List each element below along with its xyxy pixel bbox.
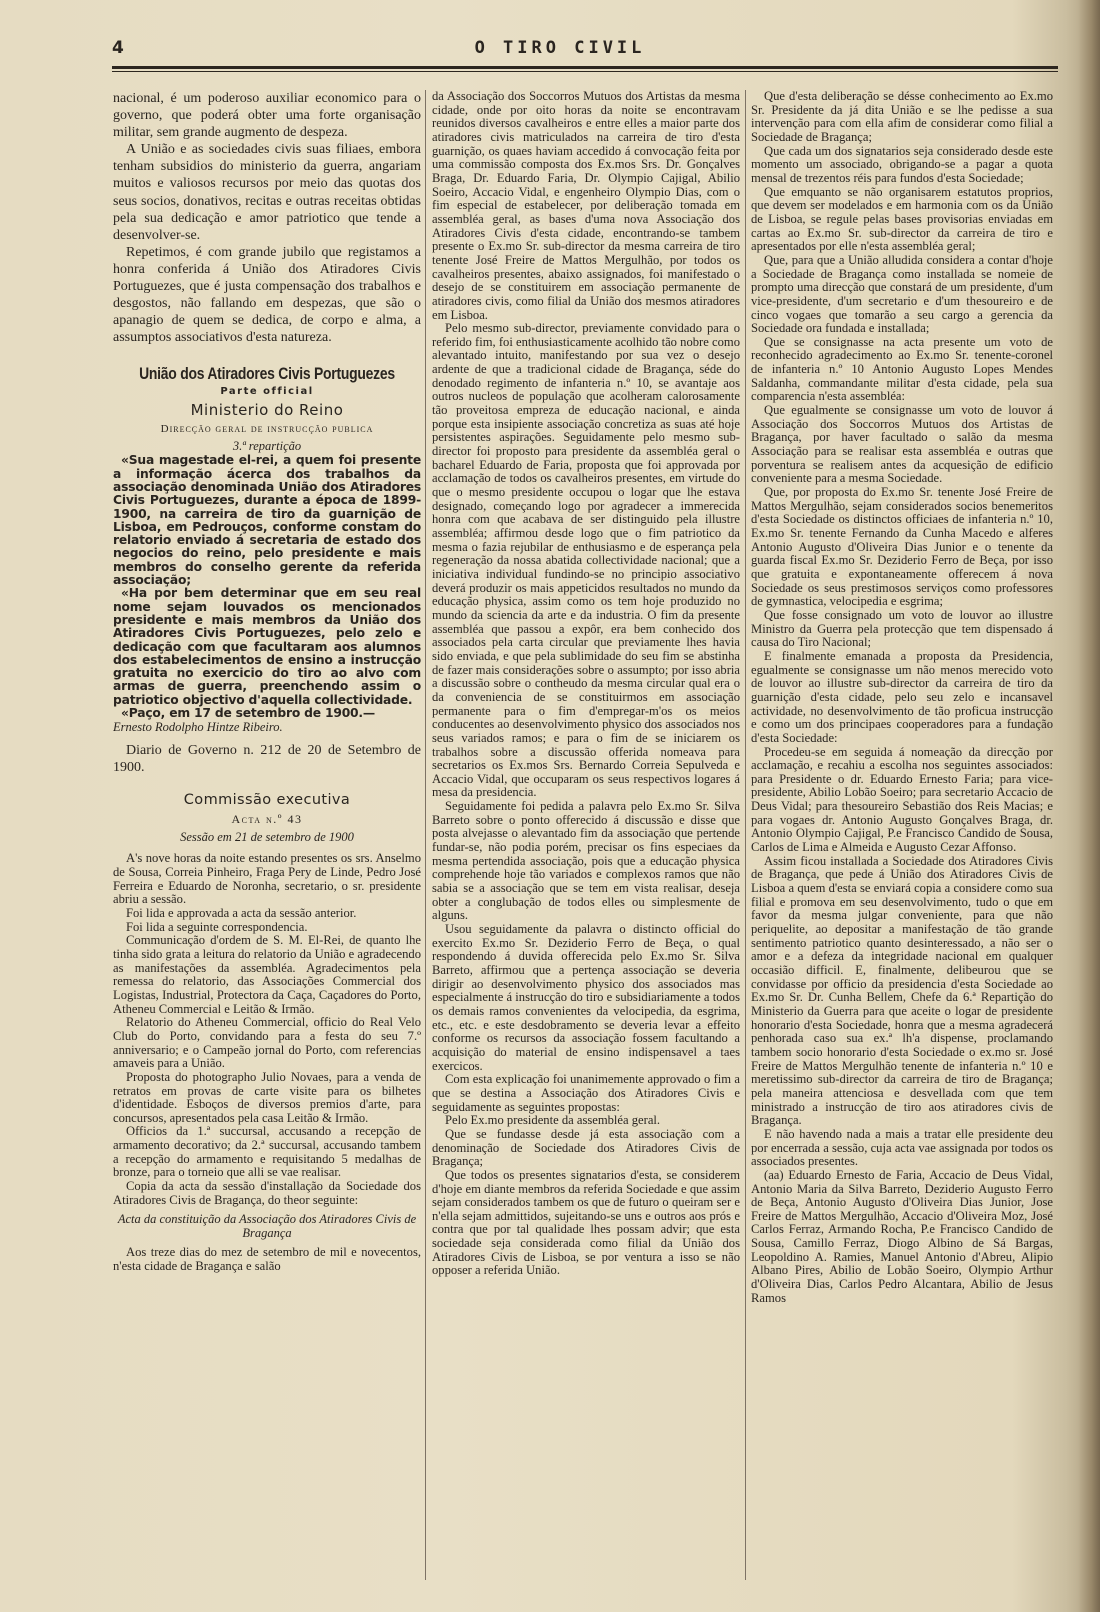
- paragraph: «Sua magestade el-rei, a quem foi presente a informação ácerca dos trabalhos da associação denominada União dos Atiradores Civis Portuguezes, durante a época de 1899-1900, na carreira de tiro da guarnição de Lisboa, em Pedrouços, conforme constam do relatorio enviado á secretaria de estado dos negocios do reino, pelo presidente e mais membros do conselho gerente da referida associação;: [113, 453, 421, 588]
- decree-text: [113, 454, 421, 720]
- signatures: (aa) Eduardo Ernesto de Faria, Accacio de Deus Vidal, Antonio Maria da Silva Barreto, Deziderio Augusto Ferro de Beça, Antonio Augusto d'Oliveira Dias Junior, Jose Freire de Mattos Mergulhão, Accacio d'Oliveira Moz, José Carlos Ferraz, Armando Rocha, P.e Francisco Candido de Sousa, Camillo Ferraz, Diogo Albino de Sá Bargas, Leopoldino A. Ramies, Manuel Antonio d'Abreu, Alipio Albano Pires, Abilio de Lobão Soeiro, Olympio Arthur d'Oliveira Dias, Carlos Pedro Alcantara, Abilio de Jesus Ramos: [751, 1167, 1053, 1305]
- paragraph: Que, para que a União alludida considera a contar d'hoje a Sociedade de Bragança como installada se nomeie de prompto uma direcção que constará de um presidente, d'um vice-presidente, d'um secretario e d'um thesoureiro e de cinco vogaes que tomarão a seu cargo a gerencia da Sociedade ora fundada e installada;: [751, 252, 1053, 336]
- paragraph: Officios da 1.ª succursal, accusando a recepção de armamento decorativo; da 2.ª succursal, accusando tambem a recepção do armamento e requisitando 5 medalhas de bronze, para o torneio que alli se vae realisar.: [113, 1124, 421, 1180]
- column-right: [751, 90, 1053, 1585]
- paragraph: Communicação d'ordem de S. M. El-Rei, de quanto lhe tinha sido grata a leitura do relatorio da União e agradecendo as manifestações da assembléa. Agradecimentos pela remessa do relatorio, das Associações Commercial dos Logistas, Industrial, Protectora da Caça, Caçadores do Porto, Atheneu Commercial e Leitão & Irmão.: [113, 933, 421, 1016]
- paragraph: Foi lida a seguinte correspondencia.: [126, 919, 308, 934]
- paragraph: Foi lida e approvada a acta da sessão anterior.: [126, 905, 357, 920]
- column-divider: [425, 90, 426, 1580]
- paragraph: Com esta explicação foi unanimemente approvado o fim a que se destina a Associação dos Atiradores Civis e seguidamente as seguintes propostas:: [432, 1072, 740, 1114]
- section-heading: União dos Atiradores Civis Portuguezes: [139, 364, 395, 384]
- column-divider: [745, 90, 746, 1580]
- intro-text: [113, 90, 421, 346]
- paragraph: Procedeu-se em seguida á nomeação da direcção por acclamação, e recahiu a escolha nos seguintes associados: para Presidente o dr. Eduardo Ernesto Faria; para vice-presidente, Abilio Lobão Soeiro; para secretario Accacio de Deus Vidal; para thesoureiro Sebastião dos Reis Macias; e para vogaes dr. Antonio Augusto Gonçalves Braga, dr. Antonio Olympio Cajigal, P.e Francisco Candido de Sousa, Carlos de Lima e Almeida e Augusto Cezar Affonso.: [751, 744, 1053, 855]
- ministry-heading: Ministerio do Reino: [190, 401, 344, 420]
- department-heading: 3.ª repartição: [232, 439, 302, 454]
- paragraph: E não havendo nada a mais a tratar elle presidente deu por encerrada a sessão, cuja acta vae assignada por todos os associados presentes.: [751, 1126, 1053, 1169]
- paragraph: Usou seguidamente da palavra o distincto official do exercito Ex.mo Sr. Deziderio Ferro de Beça, o qual respondendo á duvida offerecida pelo Ex.mo Sr. Silva Barreto, affirmou que a pertença associação se deveria dirigir ao desenvolvimento physico dos associados mas especialmente á instrucção do tiro e subsidiariamente a todos os demais ramos convenientes da velocipedia, da esgrima, etc., etc. e este desdobramento se deveria levar a effeito conforme os recursos da associação fossem facultando a acquisição do material de ensino indispensavel a taes exercicos.: [432, 922, 740, 1073]
- paragraph: Aos treze dias do mez de setembro de mil e novecentos, n'esta cidade de Bragança e salão: [113, 1245, 421, 1274]
- paragraph: Assim ficou installada a Sociedade dos Atiradores Civis de Bragança, que pede á União dos Atiradores Civis de Lisboa a quem d'esta se enviará copia a considere como sua filial e promova em seu desenvolvimento, tudo o que em favor da mesma julgar conveniente, para que não periquelite, ao depositar a manifestação de tão grande sentimento patriotico quanto desinteressado, a não ser o amor e a defeza da integridade nacional em qualquer occasião difficil. E, finalmente, delibeurou que se convidasse por officio da presidencia d'esta Sociedade ao Ex.mo Sr. Dr. Cunha Bellem, Chefe da 6.ª Repartição do Ministerio da Guerra para que aceite o logar de presidente honorario d'esta Sociedade, honra que a mesma agradecerá penhorada caso sua ex.ª lh'a dispense, proclamando tambem socio honorario d'esta Sociedade o ex.mo sr. José Freire de Mattos Mergulhão tenente de infanteria n.º 10 e meretissimo sub-director da carreira de tiro de Bragança; pela maneira attenciosa e desvellada com que tem ministrado a instrucção de tiro aos atiradores civis de Bragança.: [751, 853, 1053, 1128]
- paragraph: Copia da acta da sessão d'installação da Sociedade dos Atiradores Civis de Bragança, do theor seguinte:: [113, 1179, 421, 1207]
- inner-title: Acta da constituição da Associação dos Atiradores Civis de Bragança: [117, 1212, 417, 1240]
- column-left: [113, 90, 421, 1580]
- paragraph: nacional, é um poderoso auxiliar economico para o governo, que poderá obter uma forte organisação militar, sem grande augmento de despeza.: [113, 91, 421, 141]
- direction-heading: Direcção geral de instrucção publica: [160, 423, 374, 436]
- page-edge-shadow: [1078, 0, 1100, 1612]
- paragraph: Que egualmente se consignasse um voto de louvor á Associação dos Soccorros Mutuos dos Artistas de Bragança, por haver facultado o salão da mesma Associação para se realisar esta assembléa e outras que porventura se realisem antes da acquesição de edificio conveniente para a mesma Sociedade.: [751, 403, 1053, 486]
- page-number: 4: [112, 38, 124, 58]
- masthead-title: O TIRO CIVIL: [474, 38, 646, 58]
- minutes-number: Acta n.º 43: [231, 812, 303, 827]
- header-rule-thin: [112, 71, 1058, 72]
- paragraph: «Ha por bem determinar que em seu real nome sejam louvados os mencionados presidente e mais membros da União dos Atiradores Civis Portuguezes, pelo zelo e dedicação com que facultaram aos alumnos dos estabelecimentos de ensino a instrucção gratuita no exercicio do tiro ao alvo com armas de guerra, preenchendo assim o patriotico objectivo d'aquella collectividade.: [113, 586, 421, 707]
- header-rule-thick: [112, 66, 1058, 69]
- paragraph: Que cada um dos signatarios seja considerado desde este momento um associado, obrigando-se a pagar a quota mensal de trezentos réis para fundos d'esta Sociedade;: [751, 143, 1053, 185]
- source-citation: [113, 742, 421, 776]
- paragraph: A's nove horas da noite estando presentes os srs. Anselmo de Sousa, Correia Pinheiro, Fraga Pery de Linde, Pedro José Ferreira e Eduardo de Noronha, secretario, o sr. presidente abriu a sessão.: [113, 851, 421, 907]
- paragraph: Proposta do photographo Julio Novaes, para a venda de retratos em provas de carte visite para os bilhetes d'identidade. Esboços de diversos premios d'arte, para concursos, apresentados pela casa Leitão & Irmão.: [113, 1069, 421, 1125]
- paragraph: Que, por proposta do Ex.mo Sr. tenente José Freire de Mattos Mergulhão, sejam considerados socios benemeritos d'esta Sociedade os distinctos officiaes de infanteria n.º 10, Ex.mo Sr. tenente Fernando da Cunha Macedo e alferes Antonio Augusto d'Oliveira Dias Junior e o tenente da guarda fiscal Ex.mo Sr. Deziderio Ferro de Beça, por isso que gratuita e expontaneamente offerecem á nova Sociedade os seus prestimosos serviços como professores de gymnastica, velocipedia e esgrima;: [751, 485, 1053, 609]
- paragraph: Que d'esta deliberação se désse conhecimento ao Ex.mo Sr. Presidente da já dita União e se lhe pedisse a sua intervenção para com ella afim de considerar como filial a Sociedade de Bragança;: [751, 90, 1053, 144]
- paragraph: Repetimos, é com grande jubilo que registamos a honra conferida á União dos Atiradores Civis Portuguezes, que é justa compensação dos trabalhos e desgostos, não fallando em despezas, que são o apanagio de quem se dedica, de corpo e alma, a assumptos associativos d'esta natureza.: [113, 244, 421, 346]
- paragraph: Que todos os presentes signatarios d'esta, se considerem d'hoje em diante membros da referida Sociedade e que assim sejam considerados tambem os que de futuro o queiram ser e n'ella sejam admittidos, sujeitando-se uns e outros aos prós e contra que por tal qualidade lhes possam advir; que esta sociedade seja considerada como filial da União dos Atiradores Civis de Lisboa, se por ventura a isso se não opposer a referida União.: [432, 1167, 740, 1278]
- section-subheading: Parte official: [220, 386, 314, 398]
- paragraph: Pelo Ex.mo presidente da assembléa geral.: [445, 1113, 661, 1128]
- paragraph: Relatorio do Atheneu Commercial, officio do Real Velo Club do Porto, convidando para a festa do seu 7.º anniversario; e o Campeão jornal do Porto, com referencias amaveis para a União.: [113, 1015, 421, 1071]
- paragraph: «Paço, em 17 de setembro de 1900.—: [121, 706, 375, 721]
- decree-signature: Ernesto Rodolpho Hintze Ribeiro.: [113, 720, 283, 735]
- session-date: Sessão em 21 de setembro de 1900: [180, 830, 354, 845]
- paragraph: Que se fundasse desde já esta associação com a denominação de Sociedade dos Atiradores Civis de Bragança;: [432, 1126, 740, 1169]
- paragraph: Que emquanto se não organisarem estatutos proprios, que devem ser modelados e em harmonia com os da União de Lisboa, se regule pelas bases provisorias enviadas em cartas ao Ex.mo Sr. sub-director da carreira de tiro e apresentados por elle n'esta assembléa geral;: [751, 184, 1053, 254]
- paragraph: Diario de Governo n. 212 de 20 de Setembro de 1900.: [113, 743, 421, 776]
- paragraph: Pelo mesmo sub-director, previamente convidado para o referido fim, foi enthusiasticamente acolhido tão nobre como alevantado intuito, manifestando por sua vez o desejo ardente de que a tradicional cidade de Bragança, séde do denodado regimento de infanteria n.º 10, se avantaje aos outros nucleos de população que acolheram calorosamente tão proveitosa empreza de educação nacional, e ainda porque esta insipiente associação concretiza as suas até hoje persistentes aspirações. Seguidamente pelo mesmo sub-director foi proposto para presidente da assembléa geral o bacharel Eduardo de Faria, proposta que foi approvada por acclamação de todos os cavalheiros presentes, em virtude do que o mesmo presidente occupou o logar que lhe estava designado, começando logo por agradecer a immerecida honra com que acabava de ser distinguido pela illustre assembléa; affirmou desde logo que o fim patriotico da mesma o fazia rejubilar de enthusiasmo e de esperança pela regeneração da nossa abatida collectividade nacional; que a iniciativa individual fundindo-se no principio associativo deverá produzir os mais appeticidos resultados no mundo da educação physica, assim como os tem hoje produzido no mundo da sciencia da arte e da industria. O fim da presente assembléa que passou a expôr, era bem conhecido dos associados pela carta circular que previamente lhes havia sido enviada, e que pela sublimidade do seu fim se abstinha de fazer mais considerações sobre o assumpto; por isso abria a discussão sobre o contheudo da mesma circular qual era o da conveniencia de se constituirmos em associação permanente para o fim d'empregar-m'os os meios conducentes ao desenvolvimento physico dos associados nos seus variados ramos; e para o fim de se iniciarem os trabalhos sobre a discussão offerida nomeava para secretarios os Ex.mos Srs. Bernardo Correia Sepulveda e Accacio Vidal, que occuparam os seus respectivos logares á mesa da presidencia.: [432, 321, 740, 800]
- section-heading: Commissão executiva: [183, 792, 351, 809]
- paragraph: Que se consignasse na acta presente um voto de reconhecido agradecimento ao Ex.mo Sr. tenente-coronel de infanteria n.º 10 Antonio Augusto Lopes Mendes Saldanha, commandante militar d'esta cidade, pela sua comparencia n'esta assembléa:: [751, 334, 1053, 404]
- paragraph: Que fosse consignado um voto de louvor ao illustre Ministro da Guerra pela protecção que tem dispensado á causa do Tiro Nacional;: [751, 607, 1053, 650]
- paragraph: Seguidamente foi pedida a palavra pelo Ex.mo Sr. Silva Barreto sobre o ponto offerecido á discussão e disse que posta alvejasse o alevantado fim da associação que pertende fundar-se, não podia porém, precisar os fins especiaes da mesma pertendida associação, pois que a educação physica comprehende hoje tão variados e complexos ramos que não sabia se a associação que se tem em vista realisar, deseja obter a conglubação de todos elles ou simplesmente de alguns.: [432, 799, 740, 923]
- paragraph: E finalmente emanada a proposta da Presidencia, egualmente se consignasse um não menos merecido voto de louvor ao illustre sub-director da carreira de tiro da guarnição d'esta cidade, pelo seu zelo e incansavel actividade, no desenvolvimento de tão proficua instrucção e como um dos principaes cooperadores para a fundação d'esta Sociedade:: [751, 648, 1053, 745]
- paragraph: da Associação dos Soccorros Mutuos dos Artistas da mesma cidade, onde por oito horas da noite se encontravam reunidos diversos cavalheiros e entre elles a maior parte dos atiradores civis matriculados na carreira de tiro d'esta guarnição, os quaes haviam accedido á convocação feita por uma commissão composta dos Ex.mos Srs. Dr. Gonçalves Braga, Dr. Eduardo Faria, Dr. Olympio Cajigal, Abilio Soeiro, Accacio Vidal, e engenheiro Olympio Dias, com o fim especial de estabelecer, por deliberação tomada em assembléa geral, as bases d'uma nova Associação dos Atiradores Civis d'esta cidade, encontrando-se tambem presente o Ex.mo Sr. sub-director da mesma carreira de tiro tenente José Freire de Mattos Mergulhão, por todos os cavalheiros presentes, abaixo assignados, foi manifestado o desejo de se constituirem em associação permanente de atiradores civis, como filial da União dos mesmos atiradores em Lisboa.: [432, 90, 740, 322]
- paragraph: A União e as sociedades civis suas filiaes, embora tenham subsidios do ministerio da guerra, angariam muitos e valiosos recursos por meio das quotas dos seus socios, donativos, recitas e outras receitas obtidas pela sua dedicação e amor patriotico que tende a desenvolver-se.: [113, 142, 421, 243]
- column-middle: [432, 90, 740, 1585]
